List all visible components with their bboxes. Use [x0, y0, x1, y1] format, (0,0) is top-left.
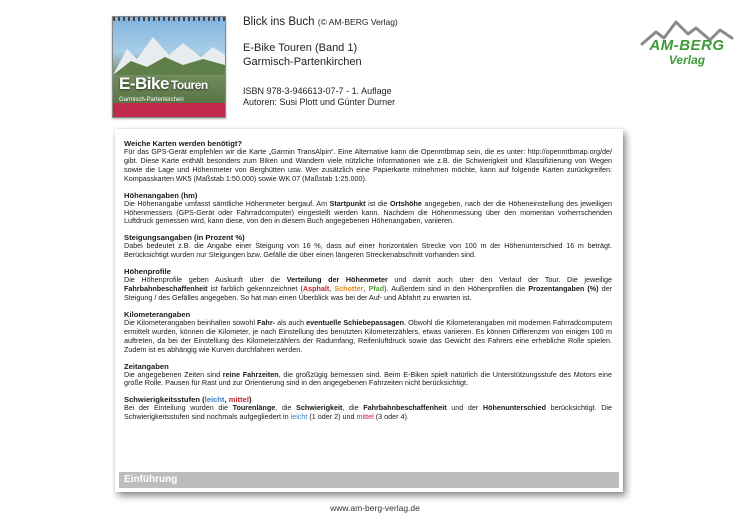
header-authors: Autoren: Susi Plott und Günter Durner	[243, 97, 396, 107]
publisher-logo[interactable]: AM-BERG Verlag	[649, 37, 725, 67]
section-text: Die angegebenen Zeiten sind reine Fahrzeiten, die großzügig bemessen sind. Beim E-Biken spielt natürlich die Unterstützungsstufe des Motors eine große Rolle. Pausen für Rast und zur Orientierung sind in den angegebenen Fahrzeiten nicht berücksichtigt.	[124, 369, 613, 388]
section-text: Die Höhenangabe umfasst sämtliche Höhenmeter bergauf. Am Startpunkt ist die Ortshöhe angegeben, nach der die Höheneinstellung des jeweiligen Höhenmessers (GPS-Gerät oder Fahrradcomputer) eingestellt werden kann. Nachdem die Höhenmessung über den momentan vorherrschenden Luftdruck gemessen wird, kann diese, von den in diesem Buch angegebenen Höhenangaben, variieren.	[124, 198, 612, 226]
label-asphalt: Asphalt	[302, 284, 330, 294]
section-hoehenangaben	[124, 191, 612, 227]
label-pfad: Pfad	[368, 284, 385, 294]
chapter-label: Einführung	[124, 474, 178, 485]
section-heading: Kilometerangaben	[124, 309, 191, 319]
section-kilometerangaben	[124, 310, 612, 355]
header-book-title: E-Bike Touren (Band 1)	[243, 42, 358, 54]
cover-spiral-binding	[113, 17, 225, 21]
section-text: Für das GPS-Gerät empfehlen wir die Karte „Garmin TransAlpin“. Eine Alternative kann die Openmtbmap sein, die es unter: http://openmtbmap.org/de/ gibt. Diese Karte enthält besonders zum Biken und Wandern viele nützliche Informationen wie z.B. die Schwierigkeit und Klassifizierung von Wegen sowie die Lage und Höhenmeter von Berghütten usw. Wer zusätzlich eine Papierkarte mitnehmen möchte, kann auf folgende Karten zurückgreifen: Kompasskarten WK5 (Maßstab 1:50.000) sowie WK 07 (Maßstab 1:25.000).	[124, 147, 612, 183]
cover-band	[113, 103, 225, 117]
section-text: Die Kilometerangaben beinhalten sowohl Fahr- als auch eventuelle Schiebepassagen. Obwohl die Kilometerangaben mit modernen Fahrradcomputern ermittelt wurden, können die Kilometer, je nach Einstellung des benutzten Kilometerzählers, etwas variieren. Es können Differenzen von einigen 100 m auftreten, da bei der Einstellung des Kilometerzählers der Radumfang, Reifenluftdruck sowie das Gewicht des Fahrers eine erhebliche Rolle spielen. Zudem ist es abhängig wie Kurven durchfahren werden.	[124, 317, 612, 354]
page-content	[124, 139, 612, 429]
book-cover-image	[112, 16, 226, 118]
book-page	[115, 129, 623, 492]
section-text: Bei der Einteilung wurden die Tourenlänge, die Schwierigkeit, die Fahrbahnbeschaffenheit und der Höhenunterschied berücksichtigt. Die Schwierigkeitsstufen sind nochmals aufgegliedert in leicht (1 oder 2) und mittel (3 oder 4).	[124, 403, 612, 422]
publisher-url-link[interactable]: www.am-berg-verlag.de	[330, 503, 420, 513]
section-heading: Höhenprofile	[124, 267, 171, 277]
cover-mountain-image	[113, 35, 225, 75]
section-heading: Zeitangaben	[124, 361, 169, 371]
chapter-footer-bar	[119, 472, 619, 488]
section-zeitangaben	[124, 362, 612, 389]
cover-title: E-Bike Touren	[119, 74, 208, 93]
section-schwierigkeitsstufen	[124, 395, 612, 422]
section-text: Dabei bedeutet z.B. die Angabe einer Steigung von 16 %, dass auf einer horizontalen Strecke von 100 m der Höhenunterschied 16 m beträgt. Berücksichtigt wurden nur Steigungen bzw. Gefälle die über einen längeren Streckenabschnitt vorhanden sind.	[124, 241, 612, 260]
header-isbn: ISBN 978-3-946613-07-7 - 1. Auflage	[243, 86, 392, 96]
header-book-region: Garmisch-Partenkirchen	[243, 56, 362, 68]
header-title: Blick ins Buch (© AM-BERG Verlag)	[243, 16, 398, 28]
section-hoehenprofile	[124, 267, 612, 303]
label-schotter: Schotter	[334, 284, 364, 294]
section-heading: Weiche Karten werden benötigt?	[124, 139, 242, 148]
section-karten	[124, 139, 612, 184]
section-steigungsangaben	[124, 233, 612, 260]
section-heading: Höhenangaben (hm)	[124, 190, 198, 200]
section-heading: Schwierigkeitsstufen (leicht, mittel)	[124, 395, 252, 405]
section-heading: Steigungsangaben (in Prozent %)	[124, 233, 245, 243]
section-text: Die Höhenprofile geben Auskunft über die Verteilung der Höhenmeter und damit auch über den Verlauf der Tour. Die jeweilige Fahrbahnbeschaffenheit ist farblich gekennzeichnet (Asphalt, Schotter, Pfad). Außerdem sind in den Höhenprofilen die Prozentangaben (%) der Steigung / des Gefälles angegeben. So hat man einen Überblick was bei der Auf- und Abfahrt zu erwarten ist.	[124, 275, 612, 302]
cover-subtitle: Garmisch-Partenkirchen	[119, 97, 184, 103]
